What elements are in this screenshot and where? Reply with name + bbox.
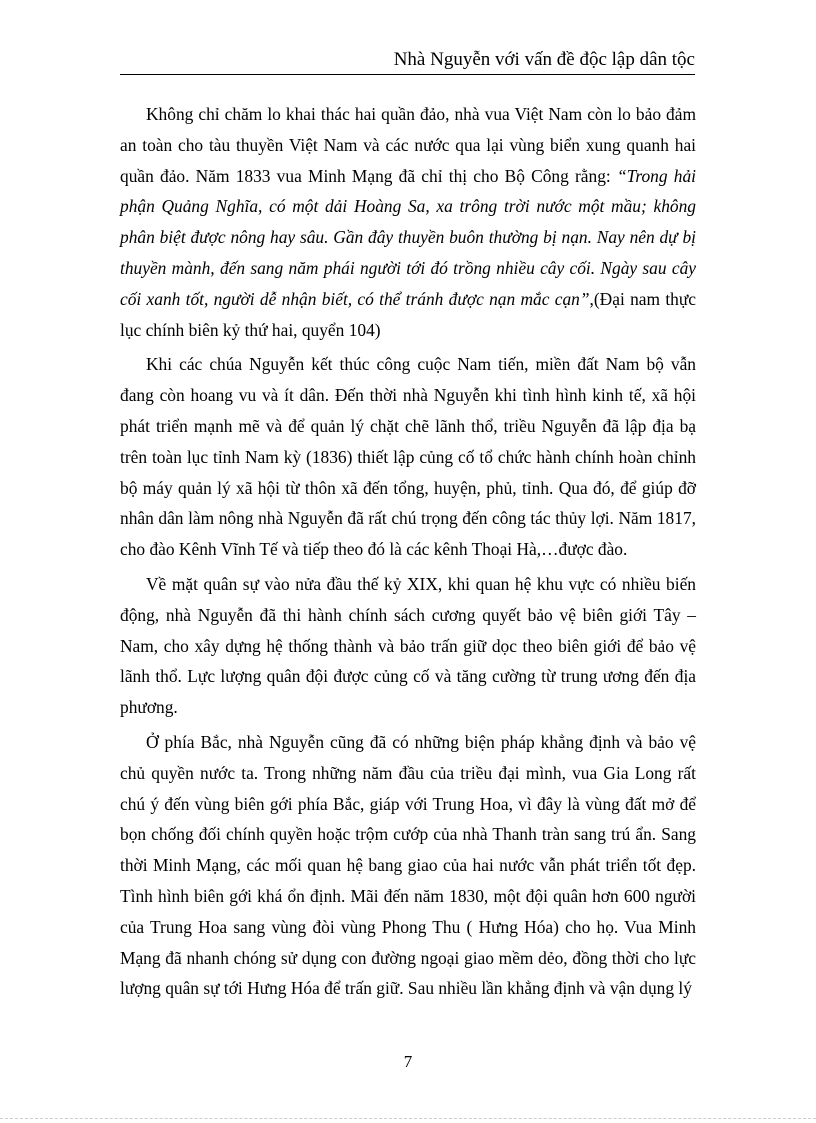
- running-header: [120, 48, 695, 75]
- paragraph-3: Về mặt quân sự vào nửa đầu thế kỷ XIX, khi quan hệ khu vực có nhiều biến động, nhà Nguyễn đã thi hành chính sách cương quyết bảo vệ biên giới Tây – Nam, cho xây dựng hệ thống thành và bảo trấn giữ dọc theo biên giới để bảo vệ lãnh thổ. Lực lượng quân đội được củng cố và tăng cường từ trung ương đến địa phương.: [120, 573, 696, 718]
- paragraph-2: Khi các chúa Nguyễn kết thúc công cuộc Nam tiến, miền đất Nam bộ vẫn đang còn hoang vu và ít dân. Đến thời nhà Nguyễn khi tình hình kinh tế, xã hội phát triển mạnh mẽ và để quản lý chặt chẽ lãnh thổ, triều Nguyễn đã lập địa bạ trên toàn lục tỉnh Nam kỳ (1836) thiết lập củng cố tổ chức hành chính hoàn chỉnh bộ máy quản lý xã hội từ thôn xã đến tổng, huyện, phủ, tỉnh. Qua đó, để giúp đỡ nhân dân làm nông nhà Nguyễn đã rất chú trọng đến công tác thủy lợi. Năm 1817, cho đào Kênh Vĩnh Tế và tiếp theo đó là các kênh Thoại Hà,…được đào.: [120, 354, 696, 560]
- paragraph-1-quote: “Trong hải phận Quảng Nghĩa, có một dải Hoàng Sa, xa trông trời nước một mầu; không phân biệt được nông hay sâu. Gần đây thuyền buôn thường bị nạn. Nay nên dự bị thuyền mành, đến sang năm phái người tới đó trồng nhiều cây cối. Ngày sau cây cối xanh tốt, người dễ nhận biết, có thể tránh được nạn mắc cạn”: [120, 165, 696, 309]
- paragraph-4: Ở phía Bắc, nhà Nguyễn cũng đã có những biện pháp khẳng định và bảo vệ chủ quyền nước ta. Trong những năm đầu của triều đại mình, vua Gia Long rất chú ý đến vùng biên gới phía Bắc, giáp với Trung Hoa, vì đây là vùng đất mở để bọn chống đối chính quyền hoặc trộm cướp của nhà Thanh tràn sang trú ẩn. Sang thời Minh Mạng, các mối quan hệ bang giao của hai nước vẫn phát triển tốt đẹp. Tình hình biên gới khá ổn định. Mãi đến năm 1830, một đội quân hơn 600 người của Trung Hoa sang vùng đòi vùng Phong Thu ( Hưng Hóa) cho họ. Vua Minh Mạng đã nhanh chóng sử dụng con đường ngoại giao mềm dẻo, đồng thời cho lực lượng quân sự tới Hưng Hóa để trấn giữ. Sau nhiều lần khẳng định và vận dụng lý: [120, 731, 696, 999]
- paragraph-1: [120, 99, 696, 345]
- paragraph-1-lead: Không chỉ chăm lo khai thác hai quần đảo, nhà vua Việt Nam còn lo bảo đảm an toàn cho tàu thuyền Việt Nam và các nước qua lại vùng biển xung quanh hai quần đảo. Năm 1833 vua Minh Mạng đã chỉ thị cho Bộ Công rằng:: [120, 104, 696, 186]
- page-bottom-divider: [0, 1118, 816, 1119]
- page-number: 7: [403, 1052, 413, 1071]
- paragraph-1-tail: ,(Đại nam thực lục chính biên kỷ thứ hai, quyển 104): [120, 288, 696, 340]
- header-title: Nhà Nguyễn với vấn đề độc lập dân tộc: [393, 49, 695, 70]
- document-body: [120, 99, 696, 1004]
